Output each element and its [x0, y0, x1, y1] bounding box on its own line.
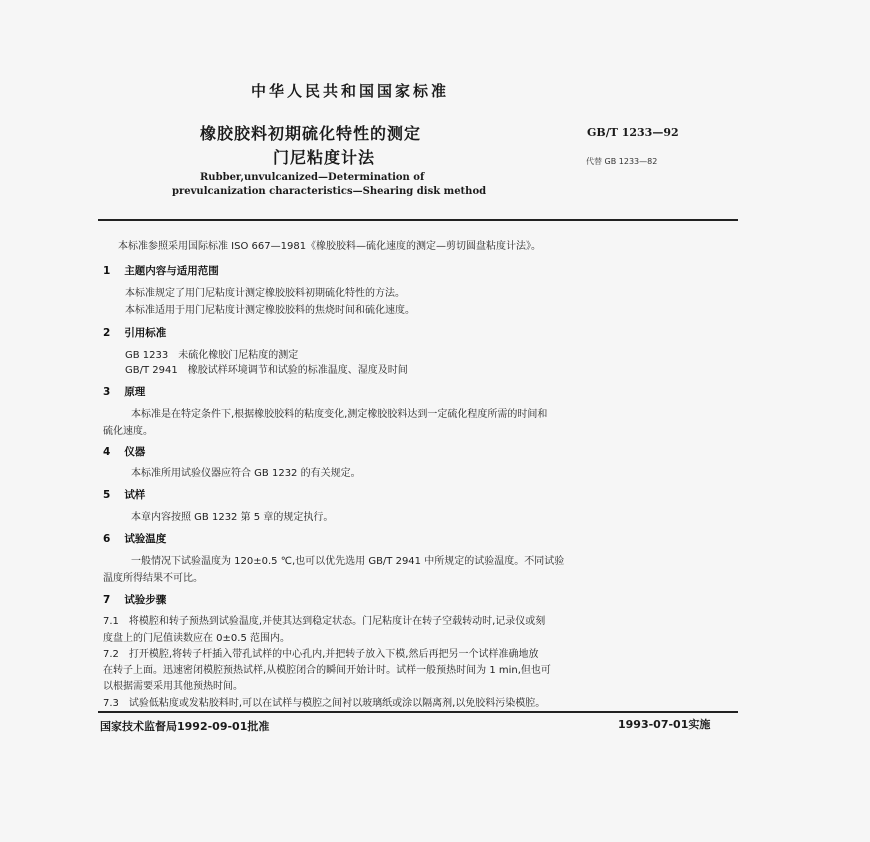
section-line: 本标准适用于用门尼粘度计测定橡胶胶料的焦烧时间和硫化速度。: [125, 305, 415, 316]
approval-date: 国家技术监督局1992-09-01批准: [100, 720, 270, 733]
section-number: 5: [103, 489, 111, 501]
section-line: 在转子上面。迅速密闭模腔预热试样,从模腔闭合的瞬间开始计时。试样一般预热时间为 1 min,但也可: [103, 665, 551, 676]
section-number: 3: [103, 386, 111, 398]
section-number: 7: [103, 594, 111, 606]
standard-number: GB/T 1233—92: [587, 126, 679, 139]
section-number: 6: [103, 533, 111, 545]
section-line: 7.1 将模腔和转子预热到试验温度,并使其达到稳定状态。门尼粘度计在转子空载转动时,记录仪或刻: [103, 616, 546, 627]
section-line: 一般情况下试验温度为 120±0.5 ℃,也可以优先选用 GB/T 2941 中所规定的试验温度。不同试验: [131, 556, 565, 567]
title-line-1: 橡胶胶料初期硫化特性的测定: [200, 124, 422, 143]
section-title: 仪器: [124, 446, 146, 458]
section-title: 试样: [124, 489, 146, 501]
replaces-note: 代替 GB 1233—82: [586, 157, 658, 166]
section-number: 1: [103, 265, 111, 277]
section-line: GB/T 2941 橡胶试样环境调节和试验的标准温度、湿度及时间: [125, 365, 408, 376]
english-title-line-2: prevulcanization characteristics—Shearing disk method: [172, 186, 487, 197]
section-heading-1: [103, 263, 219, 278]
section-line: 以根据需要采用其他预热时间。: [103, 681, 243, 692]
section-heading-2: [103, 325, 166, 340]
section-heading-5: [103, 487, 145, 502]
section-line: 度盘上的门尼值读数应在 0±0.5 范围内。: [103, 633, 291, 644]
section-line: 硫化速度。: [103, 426, 153, 437]
section-line: 7.3 试验低粘度或发粘胶料时,可以在试样与模腔之间衬以玻璃纸或涂以隔离剂,以免胶料污染模腔。: [103, 698, 546, 709]
intro-paragraph: 本标准参照采用国际标准 ISO 667—1981《橡胶胶料—硫化速度的测定—剪切圆盘粘度计法》。: [118, 241, 542, 252]
implementation-date: 1993-07-01实施: [618, 718, 711, 731]
section-line: 7.2 打开模腔,将转子杆插入带孔试样的中心孔内,并把转子放入下模,然后再把另一个试样准确地放: [103, 649, 539, 660]
header-divider: [98, 219, 738, 221]
footer-divider: [98, 711, 738, 713]
section-title: 试验步骤: [124, 594, 167, 606]
section-number: 4: [103, 446, 111, 458]
section-number: 2: [103, 327, 111, 339]
section-heading-7: [103, 592, 166, 607]
section-title: 原理: [124, 386, 146, 398]
english-title-line-1: Rubber,unvulcanized—Determination of: [200, 172, 425, 183]
section-line: 本章内容按照 GB 1232 第 5 章的规定执行。: [131, 512, 334, 523]
section-heading-3: [103, 384, 145, 399]
section-title: 试验温度: [124, 533, 167, 545]
national-standard-heading: 中华人民共和国国家标准: [250, 82, 449, 100]
section-heading-4: [103, 444, 145, 459]
title-line-2: 门尼粘度计法: [273, 148, 376, 167]
section-title: 引用标准: [124, 327, 167, 339]
section-line: 本标准所用试验仪器应符合 GB 1232 的有关规定。: [131, 468, 361, 479]
section-line: GB 1233 未硫化橡胶门尼粘度的测定: [125, 350, 299, 361]
section-line: 本标准是在特定条件下,根据橡胶胶料的粘度变化,测定橡胶胶料达到一定硫化程度所需的时间和: [131, 409, 548, 420]
section-line: 本标准规定了用门尼粘度计测定橡胶胶料初期硫化特性的方法。: [125, 288, 405, 299]
section-title: 主题内容与适用范围: [124, 265, 219, 277]
section-line: 温度所得结果不可比。: [103, 573, 203, 584]
section-heading-6: [103, 531, 166, 546]
